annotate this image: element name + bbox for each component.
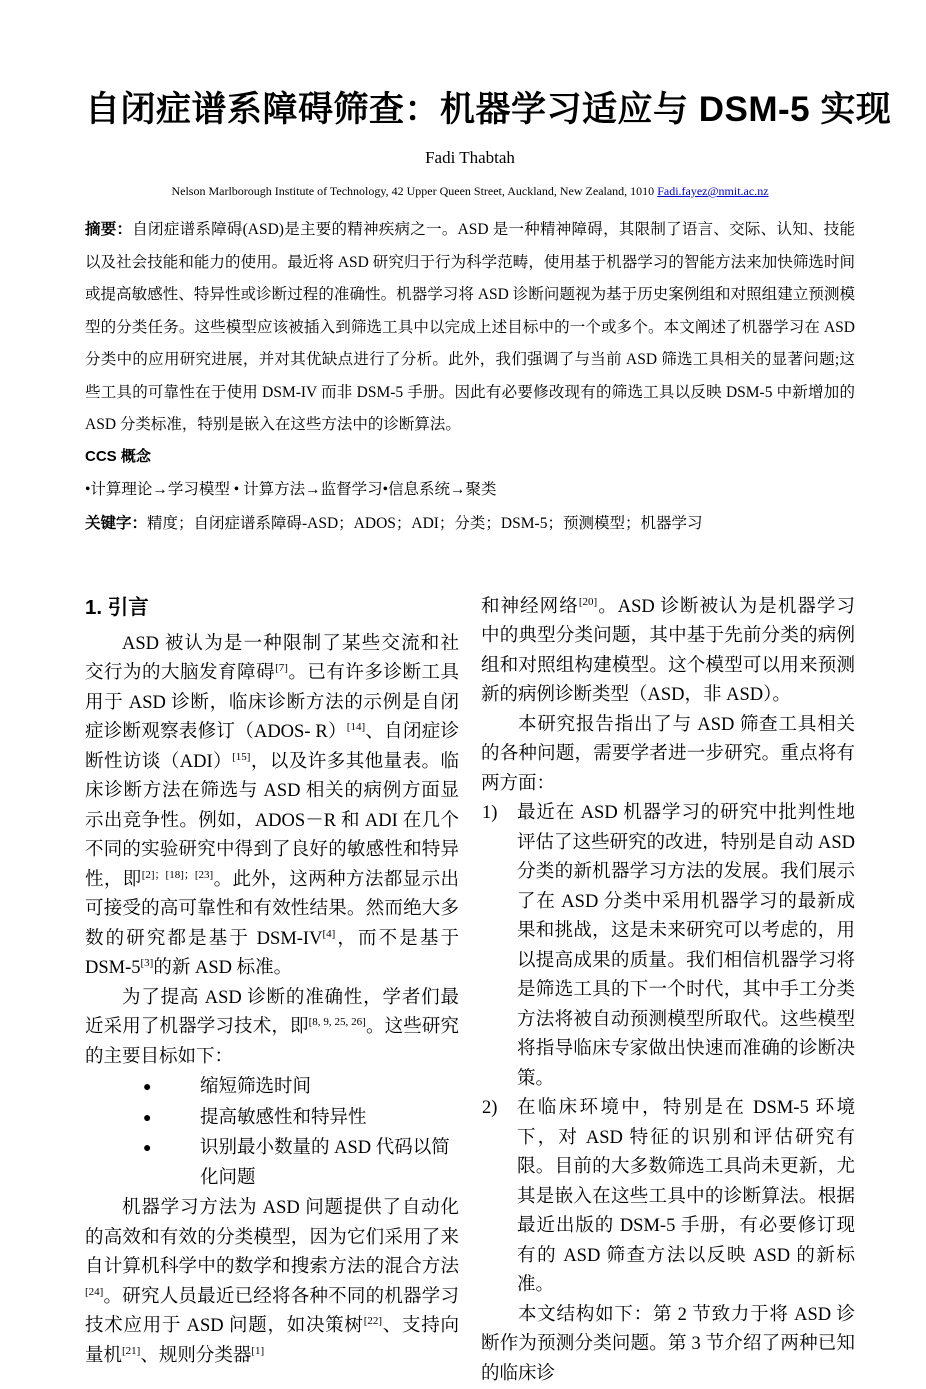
paragraph-intro-2: 为了提高 ASD 诊断的准确性，学者们最近采用了机器学习技术，即[8, 9, 25, 26]。这些研究的主要目标如下：: [85, 984, 459, 1073]
paragraph-intro-4: 和神经网络[20]。ASD 诊断被认为是机器学习中的典型分类问题，其中基于先前分类的病例组和对照组构建模型。这个模型可以用来预测新的病例诊断类型（ASD，非 ASD）。: [481, 593, 855, 711]
numbered-item-1: [481, 799, 855, 1094]
keywords-label: 关键字：: [85, 515, 147, 532]
goals-bullet-list: [85, 1073, 459, 1193]
ccs-heading: CCS 概念: [85, 447, 855, 467]
affiliation-line: [85, 183, 855, 199]
email-link[interactable]: Fadi.fayez@nmit.ac.nz: [657, 184, 768, 198]
paper-title: 自闭症谱系障碍筛查：机器学习适应与 DSM-5 实现: [85, 86, 855, 134]
bullet-icon: ●: [143, 1073, 151, 1103]
numbered-item-2: [481, 1094, 855, 1301]
ccs-concepts-line: •计算理论→学习模型 • 计算方法→监督学习•信息系统→聚类: [85, 480, 855, 500]
item-marker: 2): [482, 1094, 497, 1124]
bullet-text: 缩短筛选时间: [200, 1077, 311, 1097]
bullet-text: 识别最小数量的 ASD 代码以简化问题: [200, 1138, 450, 1188]
item-text: 最近在 ASD 机器学习的研究中批判性地评估了这些研究的改进，特别是自动 ASD 分类的新机器学习方法的发展。我们展示了在 ASD 分类中采用机器学习的最新成果和挑战，这是未来研究可以考虑的，用以提高成果的质量。我们相信机器学习将是筛选工具的下一个时代，其中手工分类方法将被自动预测模型所取代。这些模型将指导临床专家做出快速而准确的诊断决策。: [517, 803, 855, 1089]
two-column-body: [85, 593, 855, 1389]
bullet-icon: ●: [143, 1104, 151, 1134]
section-1-heading: 1. 引言: [85, 593, 459, 622]
paragraph-intro-1: ASD 被认为是一种限制了某些交流和社交行为的大脑发育障碍[7]。已有许多诊断工具用于 ASD 诊断，临床诊断方法的示例是自闭症诊断观察表修订（ADOS- R）[14]、自闭症诊断性访谈（ADI）[15]，以及许多其他量表。临床诊断方法在筛选与 ASD 相关的病例方面显示出竞争性。例如，ADOS－R 和 ADI 在几个不同的实验研究中得到了良好的敏感性和特异性，即[2]；[18]；[23]。此外，这两种方法都显示出可接受的高可靠性和有效性结果。然而绝大多数的研究都是基于 DSM-IV[4]，而不是基于 DSM-5[3]的新 ASD 标准。: [85, 630, 459, 984]
bullet-item: [85, 1073, 459, 1103]
paragraph-intro-5: 本研究报告指出了与 ASD 筛查工具相关的各种问题，需要学者进一步研究。重点将有两方面：: [481, 711, 855, 800]
paragraph-structure-outline: 本文结构如下：第 2 节致力于将 ASD 诊断作为预测分类问题。第 3 节介绍了两种已知的临床诊: [481, 1301, 855, 1389]
affiliation-text: Nelson Marlborough Institute of Technology, 42 Upper Queen Street, Auckland, New Zealand, 1010: [171, 184, 657, 198]
abstract-label: 摘要：: [85, 221, 132, 238]
bullet-item: [85, 1104, 459, 1134]
right-column: [481, 593, 855, 1389]
bullet-item: [85, 1134, 459, 1193]
abstract-section: [85, 214, 855, 442]
bullet-text: 提高敏感性和特异性: [200, 1108, 367, 1128]
left-column: [85, 593, 459, 1389]
item-marker: 1): [482, 799, 497, 829]
keywords-line: [85, 513, 855, 534]
author-name: Fadi Thabtah: [85, 147, 855, 169]
item-text: 在临床环境中，特别是在 DSM-5 环境下，对 ASD 特征的识别和评估研究有限。目前的大多数筛选工具尚未更新，尤其是嵌入在这些工具中的诊断算法。根据最近出版的 DSM-5 手册，有必要修订现有的 ASD 筛查方法以反映 ASD 的新标准。: [517, 1098, 855, 1295]
abstract-text: 自闭症谱系障碍(ASD)是主要的精神疾病之一。ASD 是一种精神障碍，其限制了语言、交际、认知、技能以及社会技能和能力的使用。最近将 ASD 研究归于行为科学范畴，使用基于机器学习的智能方法来加快筛选时间或提高敏感性、特异性或诊断过程的准确性。机器学习将 ASD 诊断问题视为基于历史案例组和对照组建立预测模型的分类任务。这些模型应该被插入到筛选工具中以完成上述目标中的一个或多个。本文阐述了机器学习在 ASD 分类中的应用研究进展，并对其优缺点进行了分析。此外，我们强调了与当前 ASD 筛选工具相关的显著问题;这些工具的可靠性在于使用 DSM-IV 而非 DSM-5 手册。因此有必要修改现有的筛选工具以反映 DSM-5 中新增加的 ASD 分类标准，特别是嵌入在这些方法中的诊断算法。: [85, 221, 855, 433]
bullet-icon: ●: [143, 1134, 151, 1164]
paragraph-intro-3: 机器学习方法为 ASD 问题提供了自动化的高效和有效的分类模型，因为它们采用了来自计算机科学中的数学和搜索方法的混合方法[24]。研究人员最近已经将各种不同的机器学习技术应用于 ASD 问题，如决策树[22]、支持向量机[21]、规则分类器[1]: [85, 1194, 459, 1371]
keywords-text: 精度；自闭症谱系障碍-ASD；ADOS；ADI；分类；DSM-5；预测模型；机器学习: [147, 515, 702, 532]
